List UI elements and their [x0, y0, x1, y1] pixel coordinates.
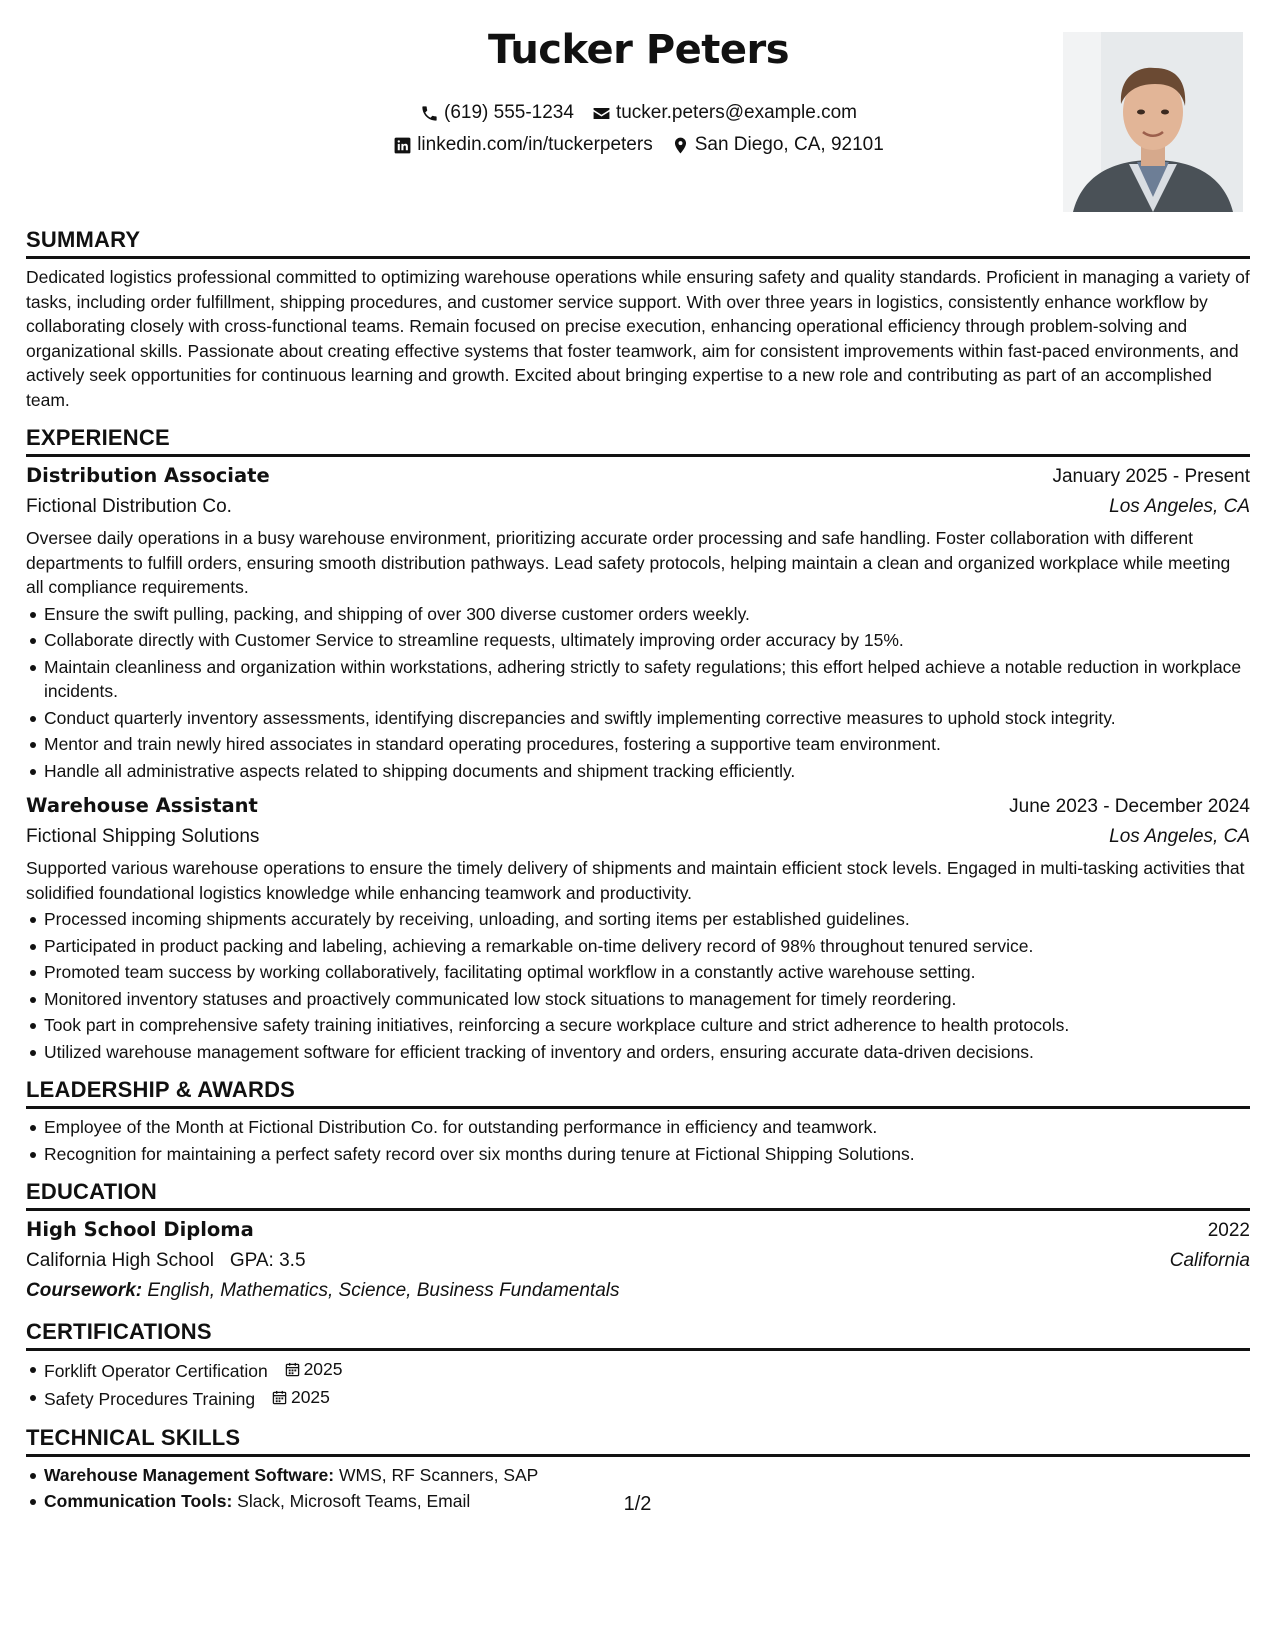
- awards-heading: LEADERSHIP & AWARDS: [26, 1076, 1250, 1109]
- calendar-icon: [272, 1390, 287, 1405]
- summary-section: [26, 226, 1250, 412]
- skill-value: Slack, Microsoft Teams, Email: [237, 1491, 471, 1511]
- portrait-illustration: [1063, 32, 1243, 212]
- experience-section: [26, 424, 1250, 1064]
- skills-heading: TECHNICAL SKILLS: [26, 1424, 1250, 1457]
- profile-photo: [1063, 32, 1243, 212]
- gpa: GPA: 3.5: [229, 1250, 306, 1271]
- page-number: 1/2: [623, 1493, 652, 1515]
- list-item: Handle all administrative aspects related to shipping documents and shipment tracking efficiently.: [44, 759, 1250, 784]
- education-section: [26, 1178, 1250, 1306]
- list-item: [44, 1357, 1250, 1383]
- job-title: Warehouse Assistant: [26, 794, 258, 817]
- job-bullets: [26, 907, 1250, 1064]
- job-description: Supported various warehouse operations to ensure the timely delivery of shipments and maintain efficient stock levels. Engaged in multi-tasking activities that solidified foundational logistics knowledge while enhancing teamwork and productivity.: [26, 858, 1245, 903]
- job-dates: June 2023 - December 2024: [1009, 796, 1250, 817]
- list-item: Recognition for maintaining a perfect safety record over six months during tenure at Fictional Shipping Solutions.: [44, 1142, 1250, 1167]
- school-location: California: [1169, 1250, 1250, 1271]
- resume-header: [26, 22, 1251, 222]
- graduation-year: 2022: [1207, 1220, 1250, 1241]
- contact-linkedin[interactable]: [393, 132, 653, 158]
- school-row: [26, 1246, 1250, 1276]
- certifications-list: [26, 1357, 1250, 1412]
- experience-heading: EXPERIENCE: [26, 424, 1250, 457]
- contact-phone: [420, 100, 574, 126]
- certifications-heading: CERTIFICATIONS: [26, 1318, 1250, 1351]
- list-item: Monitored inventory statuses and proactively communicated low stock situations to management for timely reordering.: [44, 987, 1250, 1012]
- list-item: [44, 1385, 1250, 1411]
- job-bullets: [26, 602, 1250, 784]
- degree-row: [26, 1215, 1250, 1246]
- linkedin-icon: [393, 136, 412, 155]
- job-company-row: [26, 822, 1250, 852]
- job-title-row: [26, 791, 1250, 822]
- cert-name: Forklift Operator Certification: [44, 1360, 268, 1381]
- job-description: Oversee daily operations in a busy warehouse environment, prioritizing accurate order processing and safe handling. Foster collaboration with different departments to fulfill orders, ensuring smooth distribution pathways. Lead safety protocols, helping maintain a clean and organized workplace while meeting all compliance requirements.: [26, 528, 1231, 597]
- coursework-label: Coursework:: [26, 1280, 143, 1301]
- list-item: Took part in comprehensive safety training initiatives, reinforcing a secure workplace culture and strict adherence to health protocols.: [44, 1013, 1250, 1038]
- job-location: Los Angeles, CA: [1109, 496, 1250, 517]
- list-item: [44, 1463, 1250, 1488]
- list-item: Conduct quarterly inventory assessments, identifying discrepancies and swiftly implementing corrective measures to uphold stock integrity.: [44, 706, 1250, 731]
- cert-date: [285, 1357, 343, 1382]
- degree-name: High School Diploma: [26, 1218, 254, 1241]
- email-address[interactable]: tucker.peters@example.com: [615, 102, 857, 123]
- map-pin-icon: [671, 136, 690, 155]
- job-dates: January 2025 - Present: [1052, 466, 1250, 487]
- job-company-row: [26, 492, 1250, 522]
- skill-label: Warehouse Management Software:: [44, 1464, 335, 1485]
- list-item: Maintain cleanliness and organization within workstations, adhering strictly to safety regulations; this effort helped achieve a notable reduction in workplace incidents.: [44, 655, 1250, 704]
- list-item: Utilized warehouse management software for efficient tracking of inventory and orders, ensuring accurate data-driven decisions.: [44, 1040, 1250, 1065]
- list-item: Employee of the Month at Fictional Distribution Co. for outstanding performance in efficiency and teamwork.: [44, 1115, 1250, 1140]
- coursework: [26, 1276, 1250, 1306]
- list-item: Processed incoming shipments accurately by receiving, unloading, and sorting items per established guidelines.: [44, 907, 1250, 932]
- job-title-row: [26, 461, 1250, 492]
- linkedin-url[interactable]: linkedin.com/in/tuckerpeters: [417, 134, 653, 155]
- school-info: [26, 1246, 306, 1275]
- cert-name: Safety Procedures Training: [44, 1389, 256, 1409]
- list-item: Collaborate directly with Customer Service to streamline requests, ultimately improving order accuracy by 15%.: [44, 628, 1250, 653]
- job-title: Distribution Associate: [26, 464, 270, 487]
- list-item: Participated in product packing and labeling, achieving a remarkable on-time delivery record of 98% throughout tenured service.: [44, 934, 1250, 959]
- summary-text: Dedicated logistics professional committed to optimizing warehouse operations while ensuring safety and quality standards. Proficient in managing a variety of tasks, including order fulfillment, shipping procedures, and customer service support. With over three years in logistics, consistently enhance workflow by collaborating closely with cross-functional teams. Remain focused on precise execution, enhancing operational efficiency through problem-solving and organizational skills. Passionate about creating effective systems that foster teamwork, aim for consistent improvements within fast-paced environments, and actively seek opportunities for continuous learning and growth. Excited about bringing expertise to a new role and contributing as part of an accomplished team.: [26, 267, 1250, 410]
- school-name: California High School: [26, 1250, 214, 1271]
- cert-year: 2025: [290, 1387, 330, 1408]
- cert-year: 2025: [303, 1359, 343, 1379]
- list-item: Ensure the swift pulling, packing, and shipping of over 300 diverse customer orders weekly.: [44, 602, 1250, 627]
- phone-number: (619) 555-1234: [444, 102, 574, 123]
- cert-date: [272, 1385, 330, 1410]
- coursework-list: English, Mathematics, Science, Business Fundamentals: [147, 1280, 620, 1301]
- job-location: Los Angeles, CA: [1109, 826, 1250, 847]
- contact-email[interactable]: [592, 100, 857, 126]
- job-entry: [26, 461, 1250, 783]
- calendar-icon: [285, 1362, 300, 1377]
- resume-body: [26, 226, 1250, 1526]
- list-item: Mentor and train newly hired associates in standard operating procedures, fostering a supportive team environment.: [44, 732, 1250, 757]
- phone-icon: [420, 104, 439, 123]
- awards-list: [26, 1115, 1250, 1166]
- summary-heading: SUMMARY: [26, 226, 1250, 259]
- list-item: Promoted team success by working collaboratively, facilitating optimal workflow in a constantly active warehouse setting.: [44, 960, 1250, 985]
- skill-label: Communication Tools:: [44, 1491, 233, 1511]
- contact-location: [671, 132, 884, 158]
- job-company: Fictional Distribution Co.: [26, 496, 232, 517]
- job-entry: [26, 791, 1250, 1064]
- certifications-section: [26, 1318, 1250, 1412]
- job-company: Fictional Shipping Solutions: [26, 826, 260, 847]
- envelope-icon: [592, 104, 611, 123]
- skill-value: WMS, RF Scanners, SAP: [338, 1464, 539, 1485]
- education-heading: EDUCATION: [26, 1178, 1250, 1211]
- awards-section: [26, 1076, 1250, 1166]
- location-text: San Diego, CA, 92101: [694, 134, 884, 155]
- candidate-name: Tucker Peters: [487, 27, 790, 73]
